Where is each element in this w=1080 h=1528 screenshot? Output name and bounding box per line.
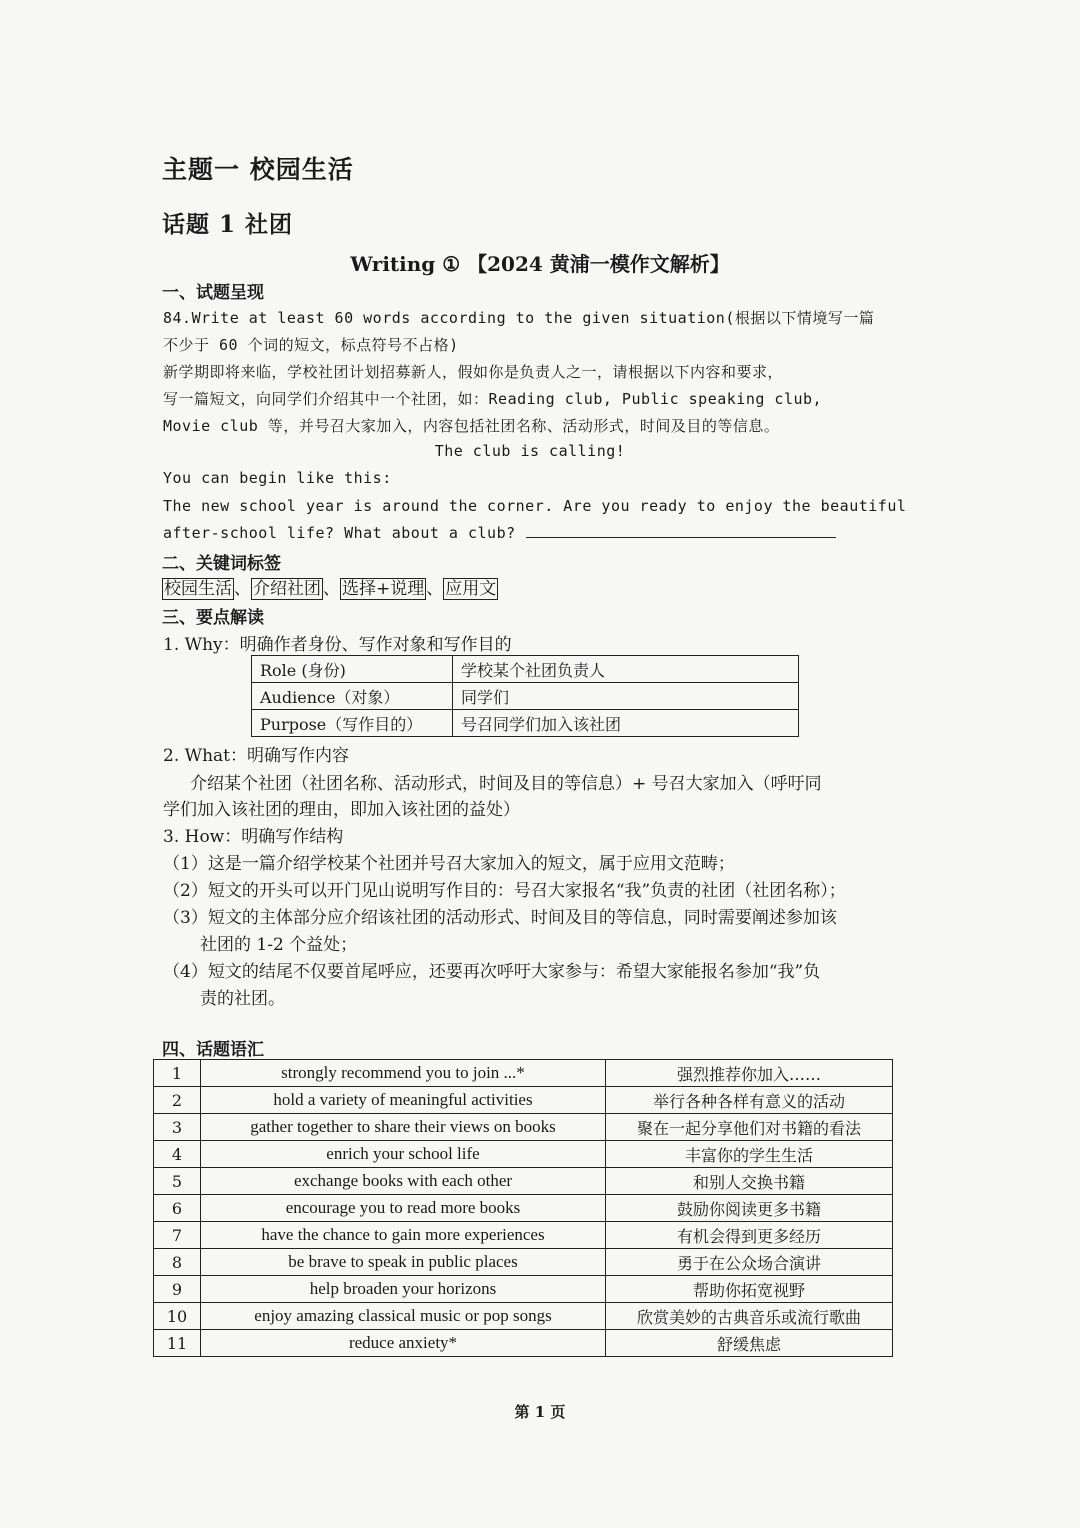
purpose-value: 号召同学们加入该社团 — [453, 710, 799, 737]
chinese-phrase: 聚在一起分享他们对书籍的看法 — [606, 1114, 893, 1141]
row-number: 2 — [154, 1087, 201, 1114]
tag-campus-life: 校园生活 — [164, 579, 232, 599]
section1-heading: 一、试题呈现 — [162, 283, 264, 303]
table-row — [154, 1249, 893, 1276]
tag-separator: 、 — [234, 579, 251, 599]
essay-title: The club is calling! — [434, 442, 626, 460]
english-phrase: reduce anxiety* — [201, 1330, 606, 1357]
table-row — [154, 1168, 893, 1195]
how-point-4a: （4）短文的结尾不仅要首尾呼应，还要再次呼吁大家参与：希望大家能报名参加“我”负 — [163, 962, 821, 982]
role-key: Role (身份) — [252, 656, 453, 683]
begin-line-2-wrap — [163, 524, 836, 542]
tag-practical-writing: 应用文 — [445, 579, 497, 599]
english-phrase: encourage you to read more books — [201, 1195, 606, 1222]
prompt-line-2: 不少于 60 个词的短文，标点符号不占格) — [163, 336, 459, 354]
table-row — [154, 1330, 893, 1357]
english-phrase: gather together to share their views on books — [201, 1114, 606, 1141]
what-line-2: 学们加入该社团的理由，即加入该社团的益处） — [163, 800, 520, 820]
chinese-phrase: 丰富你的学生生活 — [606, 1141, 893, 1168]
table-row — [154, 1222, 893, 1249]
page-number: 第 1 页 — [514, 1403, 566, 1421]
english-phrase: help broaden your horizons — [201, 1276, 606, 1303]
chinese-phrase: 举行各种各样有意义的活动 — [606, 1087, 893, 1114]
english-phrase: hold a variety of meaningful activities — [201, 1087, 606, 1114]
what-label: 2. What：明确写作内容 — [163, 746, 350, 766]
table-row — [252, 710, 799, 737]
table-row — [154, 1087, 893, 1114]
chinese-phrase: 和别人交换书籍 — [606, 1168, 893, 1195]
row-number: 7 — [154, 1222, 201, 1249]
table-row — [154, 1060, 893, 1087]
how-point-1: （1）这是一篇介绍学校某个社团并号召大家加入的短文，属于应用文范畴； — [163, 854, 735, 874]
row-number: 11 — [154, 1330, 201, 1357]
chinese-phrase: 舒缓焦虑 — [606, 1330, 893, 1357]
english-phrase: have the chance to gain more experiences — [201, 1222, 606, 1249]
topic-title: 话题 1 社团 — [162, 211, 294, 238]
table-row — [154, 1195, 893, 1222]
cn-prompt-line-1: 新学期即将来临，学校社团计划招募新人，假如你是负责人之一，请根据以下内容和要求， — [163, 363, 784, 381]
row-number: 8 — [154, 1249, 201, 1276]
how-point-4b: 责的社团。 — [200, 989, 285, 1009]
theme-title: 主题一 校园生活 — [162, 155, 354, 184]
english-phrase: exchange books with each other — [201, 1168, 606, 1195]
table-row — [252, 656, 799, 683]
tag-club-intro: 介绍社团 — [253, 579, 321, 599]
cn-prompt-line-2: 写一篇短文，向同学们介绍其中一个社团，如：Reading club, Public speaking club, — [163, 390, 823, 408]
row-number: 5 — [154, 1168, 201, 1195]
table-row — [154, 1114, 893, 1141]
tag-choose-reason: 选择+说理 — [342, 579, 425, 599]
row-number: 1 — [154, 1060, 201, 1087]
chinese-phrase: 强烈推荐你加入…… — [606, 1060, 893, 1087]
cn-prompt-line-3: Movie club 等，并号召大家加入，内容包括社团名称、活动形式，时间及目的等信息。 — [163, 417, 780, 435]
role-value: 学校某个社团负责人 — [453, 656, 799, 683]
keyword-tags — [162, 574, 498, 599]
chinese-phrase: 鼓励你阅读更多书籍 — [606, 1195, 893, 1222]
purpose-key: Purpose（写作目的） — [252, 710, 453, 737]
how-point-3a: （3）短文的主体部分应介绍该社团的活动形式、时间及目的等信息，同时需要阐述参加该 — [163, 908, 837, 928]
begin-line-1: The new school year is around the corner. Are you ready to enjoy the beautiful — [163, 497, 907, 515]
audience-value: 同学们 — [453, 683, 799, 710]
how-label: 3. How：明确写作结构 — [163, 827, 344, 847]
what-line-1: 介绍某个社团（社团名称、活动形式，时间及目的等信息）+ 号召大家加入（呼吁同 — [190, 774, 822, 794]
section3-heading: 三、要点解读 — [162, 608, 264, 628]
table-row — [154, 1276, 893, 1303]
row-number: 6 — [154, 1195, 201, 1222]
english-phrase: enjoy amazing classical music or pop songs — [201, 1303, 606, 1330]
row-number: 9 — [154, 1276, 201, 1303]
chinese-phrase: 勇于在公众场合演讲 — [606, 1249, 893, 1276]
english-phrase: strongly recommend you to join ...* — [201, 1060, 606, 1087]
row-number: 4 — [154, 1141, 201, 1168]
chinese-phrase: 有机会得到更多经历 — [606, 1222, 893, 1249]
chinese-phrase: 欣赏美妙的古典音乐或流行歌曲 — [606, 1303, 893, 1330]
english-phrase: enrich your school life — [201, 1141, 606, 1168]
how-point-2: （2）短文的开头可以开门见山说明写作目的：号召大家报名“我”负责的社团（社团名称）； — [163, 881, 846, 901]
table-row — [252, 683, 799, 710]
begin-hint: You can begin like this: — [163, 469, 392, 487]
table-row — [154, 1141, 893, 1168]
begin-line-2: after-school life? What about a club? — [163, 524, 516, 542]
prompt-line-1: 84.Write at least 60 words according to the given situation(根据以下情境写一篇 — [163, 309, 875, 327]
how-point-3b: 社团的 1-2 个益处； — [200, 935, 358, 955]
english-phrase: be brave to speak in public places — [201, 1249, 606, 1276]
role-table — [251, 655, 799, 737]
tag-separator: 、 — [426, 579, 444, 599]
answer-blank[interactable] — [526, 536, 836, 538]
section2-heading: 二、关键词标签 — [162, 554, 281, 574]
row-number: 10 — [154, 1303, 201, 1330]
table-row — [154, 1303, 893, 1330]
section4-heading: 四、话题语汇 — [162, 1040, 264, 1060]
writing-title: Writing ① 【2024 黄浦一模作文解析】 — [350, 252, 730, 276]
audience-key: Audience（对象） — [252, 683, 453, 710]
why-label: 1. Why：明确作者身份、写作对象和写作目的 — [163, 635, 512, 655]
tag-separator: 、 — [323, 579, 340, 599]
vocab-table — [153, 1059, 893, 1357]
chinese-phrase: 帮助你拓宽视野 — [606, 1276, 893, 1303]
row-number: 3 — [154, 1114, 201, 1141]
